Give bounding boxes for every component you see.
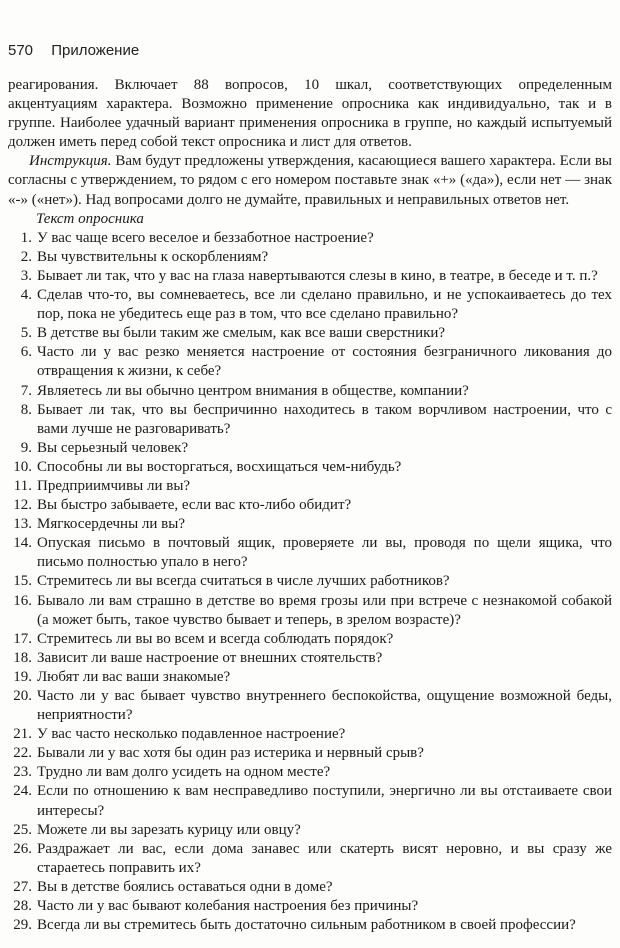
question-text: Всегда ли вы стремитесь быть достаточно сильным работником в своей профессии? (37, 917, 576, 934)
question-number: 27. (13, 878, 32, 895)
question-text: Трудно ли вам долго усидеть на одном месте? (37, 764, 331, 781)
question-item (8, 496, 612, 515)
question-text: Любят ли вас ваши знакомые? (37, 668, 231, 685)
question-number: 18. (13, 649, 32, 666)
question-text: Бывало ли вам страшно в детстве во время грозы или при встрече с незнакомой собакой (а может быть, такое чувство бывает и теперь, в зрелом возрасте)? (37, 592, 612, 628)
question-text: Способны ли вы восторгаться, восхищаться чем-нибудь? (37, 458, 402, 475)
question-text: Сделав что-то, вы сомневаетесь, все ли сделано правильно, и не успокаиваетесь до тех пор, пока не убедитесь еще раз в том, что все сделано правильно? (37, 287, 612, 323)
question-item (8, 725, 612, 744)
question-number: 13. (13, 516, 32, 533)
question-item (8, 782, 612, 820)
question-number: 6. (20, 344, 32, 361)
intro-paragraph: реагирования. Включает 88 вопросов, 10 шкал, соответствующих определенным акцентуациям характера. Возможно применение опросника как индивидуально, так и в группе. Наиболее удачный вариант применения опросника в группе, но каждый испытуемый должен иметь перед собой текст опросника и лист для ответов. (8, 77, 612, 151)
question-text: Стремитесь ли вы всегда считаться в числе лучших работников? (37, 573, 450, 590)
question-item (8, 630, 612, 649)
question-number: 26. (13, 840, 32, 857)
question-item (8, 534, 612, 572)
question-text: Часто ли у вас бывает чувство внутреннего беспокойства, ощущение возможной беды, неприятности? (37, 688, 612, 724)
question-number: 15. (13, 573, 32, 590)
question-number: 2. (20, 248, 32, 265)
question-item (8, 458, 612, 477)
question-text: Являетесь ли вы обычно центром внимания в обществе, компании? (37, 382, 469, 399)
question-number: 22. (13, 745, 32, 762)
question-item (8, 382, 612, 401)
question-text: Вы в детстве боялись оставаться одни в доме? (37, 878, 333, 895)
instruction-paragraph (8, 152, 612, 209)
question-number: 17. (13, 630, 32, 647)
question-item (8, 401, 612, 439)
question-item (8, 821, 612, 840)
question-text: Предприимчивы ли вы? (37, 477, 191, 494)
question-number: 25. (13, 821, 32, 838)
question-text: Опуская письмо в почтовый ящик, проверяете ли вы, проводя по щели ящика, что письмо полностью упало в него? (37, 535, 612, 571)
question-text: У вас часто несколько подавленное настроение? (37, 726, 346, 743)
question-item (8, 572, 612, 591)
question-item (8, 286, 612, 324)
questionnaire-heading: Текст опросника (36, 210, 144, 227)
question-number: 1. (20, 229, 32, 246)
question-number: 16. (13, 592, 32, 609)
question-text: Можете ли вы зарезать курицу или овцу? (37, 821, 301, 838)
running-header (8, 42, 139, 59)
question-list (8, 229, 612, 935)
instruction-text: Вам будут предложены утверждения, касающиеся вашего характера. Если вы согласны с утверждением, то рядом с его номером поставьте знак «+» («да»), если нет — знак «-» («нет»). Над вопросами долго не думайте, правильных и неправильных ответов нет. (8, 153, 612, 208)
question-item (8, 248, 612, 267)
question-number: 5. (20, 325, 32, 342)
question-number: 3. (20, 267, 32, 284)
question-text: Раздражает ли вас, если дома занавес или скатерть висят неровно, и вы сразу же стараетесь поправить их? (37, 840, 612, 876)
question-text: У вас чаще всего веселое и беззаботное настроение? (37, 229, 374, 246)
question-text: Если по отношению к вам несправедливо поступили, энергично ли вы отстаиваете свои интересы? (37, 783, 612, 819)
question-item (8, 477, 612, 496)
question-number: 9. (20, 439, 32, 456)
question-item (8, 840, 612, 878)
question-text: Вы чувствительны к оскорблениям? (37, 248, 269, 265)
question-text: Мягкосердечны ли вы? (37, 516, 185, 533)
question-number: 29. (13, 917, 32, 934)
question-item (8, 439, 612, 458)
question-text: Зависит ли ваше настроение от внешних стоятельств? (37, 649, 383, 666)
question-item (8, 267, 612, 286)
question-number: 23. (13, 764, 32, 781)
page-number: 570 (8, 42, 34, 59)
question-text: Вы серьезный человек? (37, 439, 189, 456)
question-text: Бывает ли так, что вы беспричинно находитесь в таком ворчливом настроении, что с вами лучше не разговаривать? (37, 401, 612, 437)
instruction-label: Инструкция. (29, 153, 112, 170)
question-text: Бывали ли у вас хотя бы один раз истерика и нервный срыв? (37, 745, 424, 762)
question-number: 11. (13, 477, 32, 494)
question-item (8, 229, 612, 248)
question-number: 20. (13, 688, 32, 704)
question-item (8, 763, 612, 782)
question-number: 28. (13, 898, 32, 915)
question-text: В детстве вы были таким же смелым, как все ваши сверстники? (37, 325, 446, 342)
question-text: Бывает ли так, что у вас на глаза навертываются слезы в кино, в театре, в беседе и т. п.? (37, 267, 598, 284)
question-text: Стремитесь ли вы во всем и всегда соблюдать порядок? (37, 630, 394, 647)
question-item (8, 592, 612, 630)
question-item (8, 744, 612, 763)
question-item (8, 515, 612, 534)
section-title: Приложение (51, 42, 140, 59)
question-number: 4. (20, 287, 32, 304)
question-number: 24. (13, 783, 32, 800)
question-text: Вы быстро забываете, если вас кто-либо обидит? (37, 497, 352, 514)
question-item (8, 916, 612, 935)
question-item (8, 668, 612, 687)
question-number: 14. (13, 535, 32, 552)
question-item (8, 324, 612, 343)
page-body (8, 76, 612, 935)
question-number: 21. (13, 726, 32, 743)
question-text: Часто ли у вас бывают колебания настроения без причины? (37, 898, 419, 915)
question-item (8, 897, 612, 916)
question-number: 7. (20, 382, 32, 399)
question-number: 19. (13, 668, 32, 685)
question-text: Часто ли у вас резко меняется настроение от состояния безграничного ликования до отвращения к жизни, к себе? (37, 344, 612, 380)
question-number: 12. (13, 497, 32, 514)
question-number: 10. (13, 458, 32, 475)
question-item (8, 649, 612, 668)
question-item (8, 878, 612, 897)
question-number: 8. (20, 401, 32, 418)
question-item (8, 687, 612, 725)
question-item (8, 343, 612, 381)
